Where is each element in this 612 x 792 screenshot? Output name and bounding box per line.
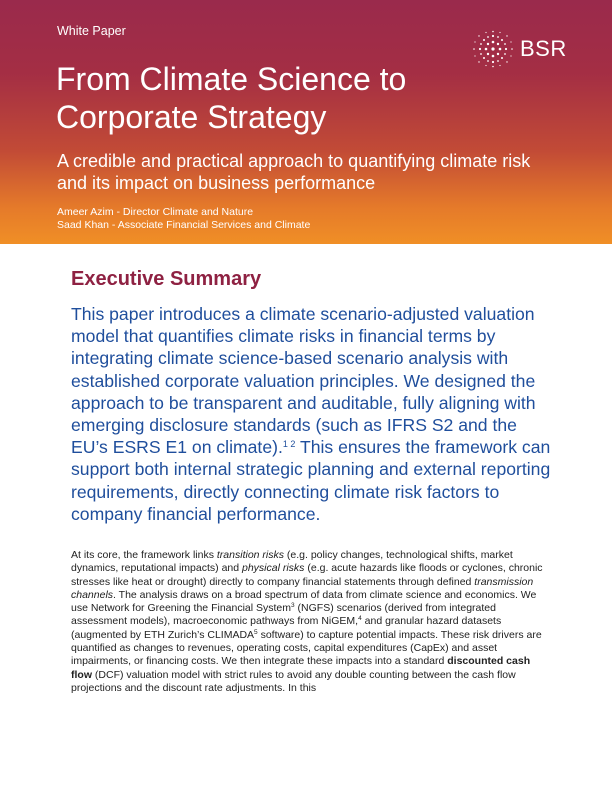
- author-2: Saad Khan - Associate Financial Services and Climate: [57, 219, 311, 231]
- header-banner: [0, 0, 612, 244]
- body-text: . The analysis draws on a broad spectrum of data from climate science and economics. We use Network for Greening the Financial System: [71, 588, 537, 615]
- body-text: (e.g. acute hazards like floods or cyclones, chronic stresses like heat or drought) directly to company financial statements through defined: [71, 562, 543, 588]
- executive-summary-lead: [71, 303, 551, 525]
- body-text: At its core, the framework links: [71, 549, 217, 561]
- body-text: software) to capture potential impacts. These risk drivers are quantified as changes to revenues, operating costs, capital expenditures (CapEx) and asset impairments, or financing costs. We then integrate these impacts into a standard: [71, 628, 542, 668]
- document-title: [56, 60, 486, 136]
- body-text: (e.g. policy changes, technological shifts, market dynamics, reputational impacts) and: [71, 549, 513, 575]
- footnote-ref-3[interactable]: 3: [291, 602, 295, 610]
- title-line-2: Corporate Strategy: [56, 99, 327, 135]
- body-text: and granular hazard datasets (augmented by ETH Zurich’s CLIMADA: [71, 615, 502, 641]
- author-list: [57, 206, 310, 232]
- footnote-ref-1-2[interactable]: 1 2: [282, 439, 296, 450]
- footnote-ref-4[interactable]: 4: [358, 615, 362, 623]
- document-subtitle: A credible and practical approach to quantifying climate risk and its impact on business performance: [57, 151, 531, 193]
- body-text: (NGFS) scenarios (derived from integrated assessment models), macroeconomic pathways from NiGEM,: [71, 602, 496, 628]
- emphasis-transition-risks: transition risks: [216, 549, 284, 561]
- author-1: Ameer Azim - Director Climate and Nature: [57, 206, 254, 218]
- brand-name: BSR: [520, 36, 567, 61]
- executive-summary-heading: Executive Summary: [71, 268, 262, 290]
- bold-discounted-cash-flow: discounted cash flow: [71, 655, 531, 681]
- body-text: (DCF) valuation model with strict rules to avoid any double counting between the cash flow projections and the discount rate adjustments. In this: [71, 668, 516, 694]
- body-paragraph: [71, 549, 551, 695]
- lead-text-2: This ensures the framework can support both internal strategic planning and external reporting requirements, directly connecting climate risk factors to company financial performance.: [71, 437, 551, 524]
- emphasis-physical-risks: physical risks: [242, 562, 305, 575]
- title-line-1: From Climate Science to: [56, 61, 407, 97]
- footnote-ref-5[interactable]: 5: [254, 628, 258, 636]
- lead-text-1: This paper introduces a climate scenario-adjusted valuation model that quantifies climate risks in financial terms by integrating climate science-based scenario analysis with established corporate valuation principles. We designed the approach to be transparent and auditable, fully aligning with emerging disclosure standards (such as IFRS S2 and the EU’s ESRS E1 on climate).: [71, 304, 536, 458]
- emphasis-transmission-channels: transmission channels: [71, 575, 534, 601]
- document-type-label: White Paper: [57, 24, 126, 38]
